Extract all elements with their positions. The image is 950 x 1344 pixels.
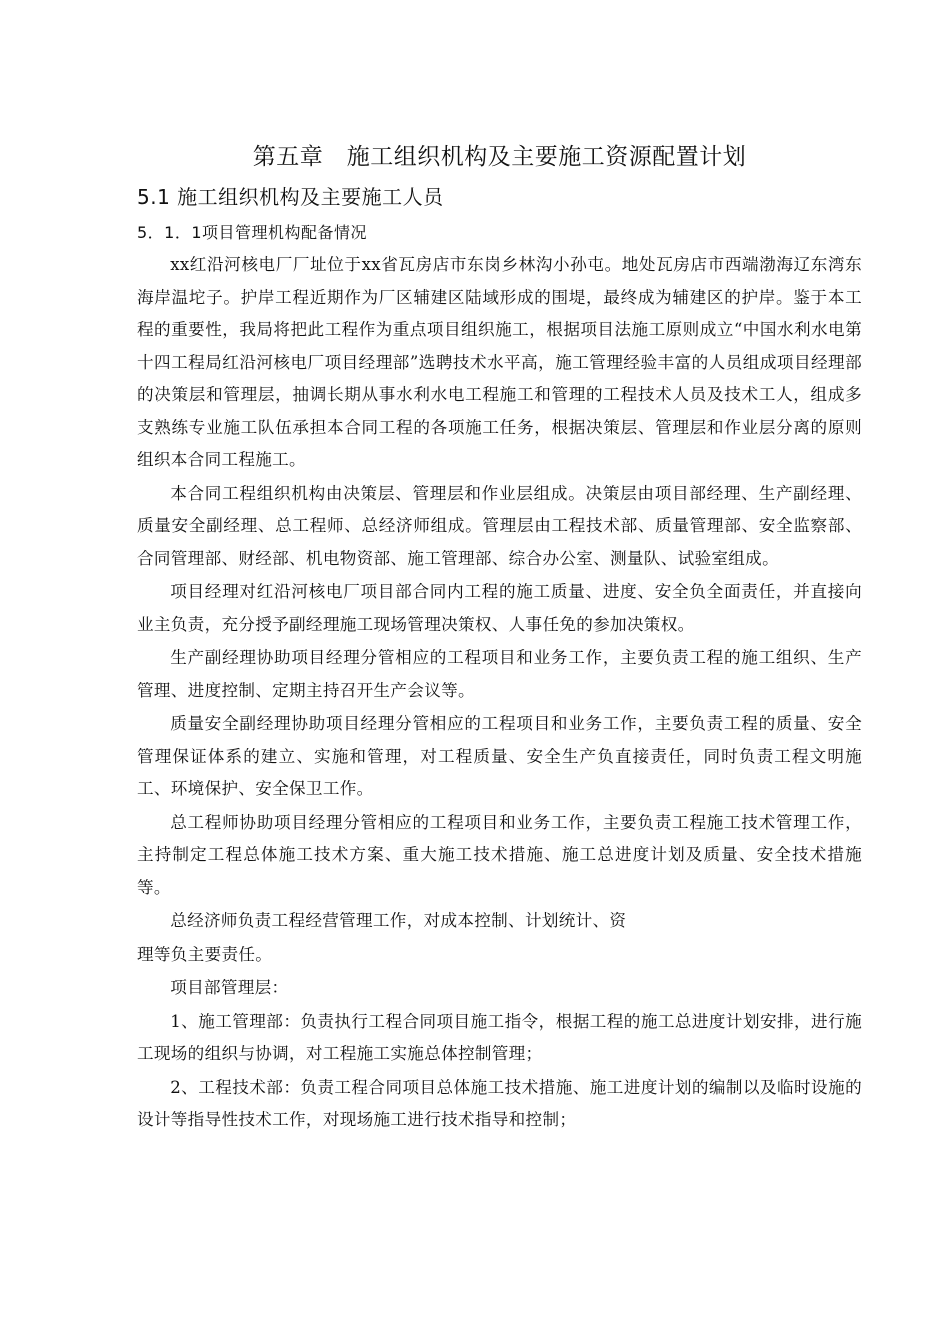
- list-item: 2、工程技术部：负责工程合同项目总体施工技术措施、施工进度计划的编制以及临时设施的设计等指导性技术工作，对现场施工进行技术指导和控制；: [137, 1077, 862, 1129]
- paragraph: 质量安全副经理协助项目经理分管相应的工程项目和业务工作，主要负责工程的质量、安全管理保证体系的建立、实施和管理，对工程质量、安全生产负直接责任，同时负责工程文明施工、环境保护、安全保卫工作。: [137, 714, 862, 798]
- chapter-title: 第五章 施工组织机构及主要施工资源配置计划: [252, 144, 747, 170]
- paragraph: 总经济师负责工程经营管理工作，对成本控制、计划统计、资: [170, 911, 627, 930]
- paragraph-continuation: 理等负主要责任。: [137, 944, 273, 964]
- paragraph: 总工程师协助项目经理分管相应的工程项目和业务工作，主要负责工程施工技术管理工作，主持制定工程总体施工技术方案、重大施工技术措施、施工总进度计划及质量、安全技术措施等。: [137, 812, 862, 897]
- document-page: [137, 130, 862, 1138]
- paragraph: 生产副经理协助项目经理分管相应的工程项目和业务工作，主要负责工程的施工组织、生产管理、进度控制、定期主持召开生产会议等。: [137, 648, 862, 700]
- paragraph: 本合同工程组织机构由决策层、管理层和作业层组成。决策层由项目部经理、生产副经理、质量安全副经理、总工程师、总经济师组成。管理层由工程技术部、质量管理部、安全监察部、合同管理部、财经部、机电物资部、施工管理部、综合办公室、测量队、试验室组成。: [137, 483, 862, 568]
- subsection-title: 5．1．1项目管理机构配备情况: [137, 223, 368, 242]
- list-item: 1、施工管理部：负责执行工程合同项目施工指令，根据工程的施工总进度计划安排，进行施工现场的组织与协调，对工程施工实施总体控制管理；: [137, 1011, 862, 1063]
- paragraph: 项目经理对红沿河核电厂项目部合同内工程的施工质量、进度、安全负全面责任，并直接向业主负责，充分授予副经理施工现场管理决策权、人事任免的参加决策权。: [137, 582, 862, 634]
- paragraph: xx红沿河核电厂厂址位于xx省瓦房店市东岗乡林沟小孙屯。地处瓦房店市西端渤海辽东湾东海岸温坨子。护岸工程近期作为厂区辅建区陆域形成的围堤，最终成为辅建区的护岸。鉴于本工程的重要性，我局将把此工程作为重点项目组织施工，根据项目法施工原则成立“中国水利水电第十四工程局红沿河核电厂项目经理部”选聘技术水平高，施工管理经验丰富的人员组成项目经理部的决策层和管理层，抽调长期从事水利水电工程施工和管理的工程技术人员及技术工人，组成多支熟练专业施工队伍承担本合同工程的各项施工任务，根据决策层、管理层和作业层分离的原则组织本合同工程施工。: [137, 255, 862, 469]
- section-title: 5.1 施工组织机构及主要施工人员: [137, 185, 444, 209]
- paragraph: 项目部管理层：: [170, 978, 289, 997]
